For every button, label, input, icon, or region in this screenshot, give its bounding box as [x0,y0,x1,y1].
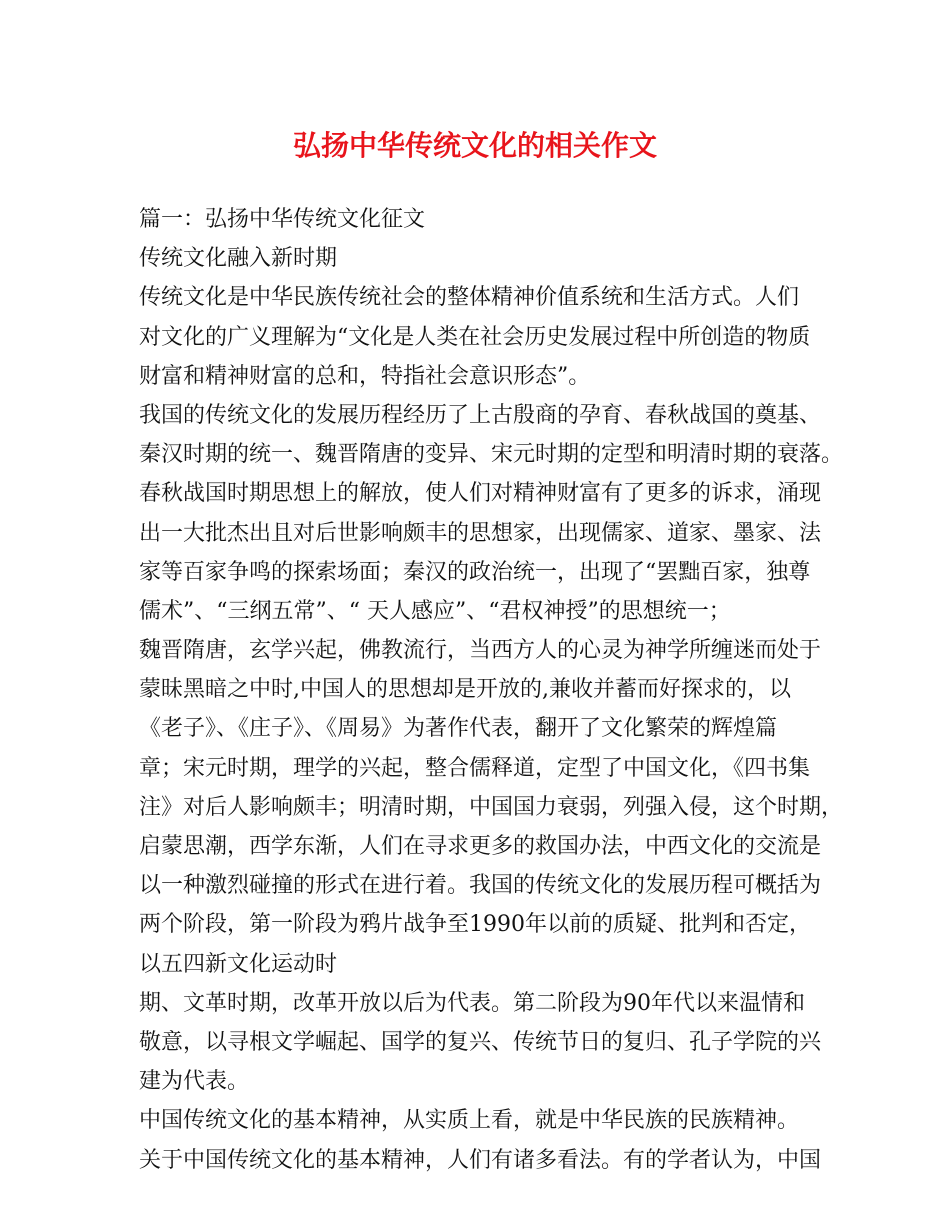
body-line: 中国传统文化的基本精神，从实质上看，就是中华民族的民族精神。 [139,1108,800,1134]
body-line: 建为代表。 [139,1069,250,1095]
body-line: 启蒙思潮，西学东渐，人们在寻求更多的救国办法，中西文化的交流是 [139,834,822,859]
body-line: 蒙昧黑暗之中时,中国人的思想却是开放的,兼收并蓄而好探求的，以 [139,677,791,703]
body-line: 传统文化融入新时期 [139,246,338,272]
document-body [139,200,844,1180]
body-line: 我国的传统文化的发展历程经历了上古殷商的孕育、春秋战国的奠基、 [139,402,822,428]
body-line: 《老子》、《庄子》、《周易》为著作代表，翻开了文化繁荣的辉煌篇 [139,716,778,742]
body-line: 两个阶段，第一阶段为鸦片战争至1990年以前的质疑、批判和否定， [139,912,811,938]
document-title: 弘扬中华传统文化的相关作文 [292,129,657,162]
body-line: 家等百家争鸣的探索场面；秦汉的政治统一，出现了“罢黜百家，独尊 [139,559,811,585]
body-line: 出一大批杰出且对后世影响颇丰的思想家，出现儒家、道家、墨家、法 [139,520,822,546]
body-line: 篇一：弘扬中华传统文化征文 [139,207,426,232]
body-line: 注》对后人影响颇丰；明清时期，中国国力衰弱，列强入侵，这个时期， [139,794,844,820]
body-line: 章；宋元时期，理学的兴起，整合儒释道，定型了中国文化，《四书集 [139,755,811,781]
body-line: 儒术”、“三纲五常”、“ 天人感应”、“君权神授”的思想统一； [139,598,731,624]
body-line: 期、文革时期，改革开放以后为代表。第二阶段为90年代以来温情和 [139,990,805,1016]
body-line: 敬意，以寻根文学崛起、国学的复兴、传统节日的复归、孔子学院的兴 [139,1029,822,1055]
body-line: 春秋战国时期思想上的解放，使人们对精神财富有了更多的诉求，涌现 [139,481,822,507]
body-line: 财富和精神财富的总和，特指社会意识形态”。 [139,363,591,389]
body-line: 魏晋隋唐，玄学兴起，佛教流行，当西方人的心灵为神学所缠迷而处于 [139,638,822,664]
body-line: 关于中国传统文化的基本精神，人们有诸多看法。有的学者认为，中国 [139,1147,822,1173]
body-line: 秦汉时期的统一、魏晋隋唐的变异、宋元时期的定型和明清时期的衰落。 [139,442,844,468]
body-line: 对文化的广义理解为“文化是人类在社会历史发展过程中所创造的物质 [139,324,811,350]
body-line: 以五四新文化运动时 [139,951,338,977]
body-line: 以一种激烈碰撞的形式在进行着。我国的传统文化的发展历程可概括为 [139,873,822,899]
body-line: 传统文化是中华民族传统社会的整体精神价值系统和生活方式。人们 [139,285,800,311]
